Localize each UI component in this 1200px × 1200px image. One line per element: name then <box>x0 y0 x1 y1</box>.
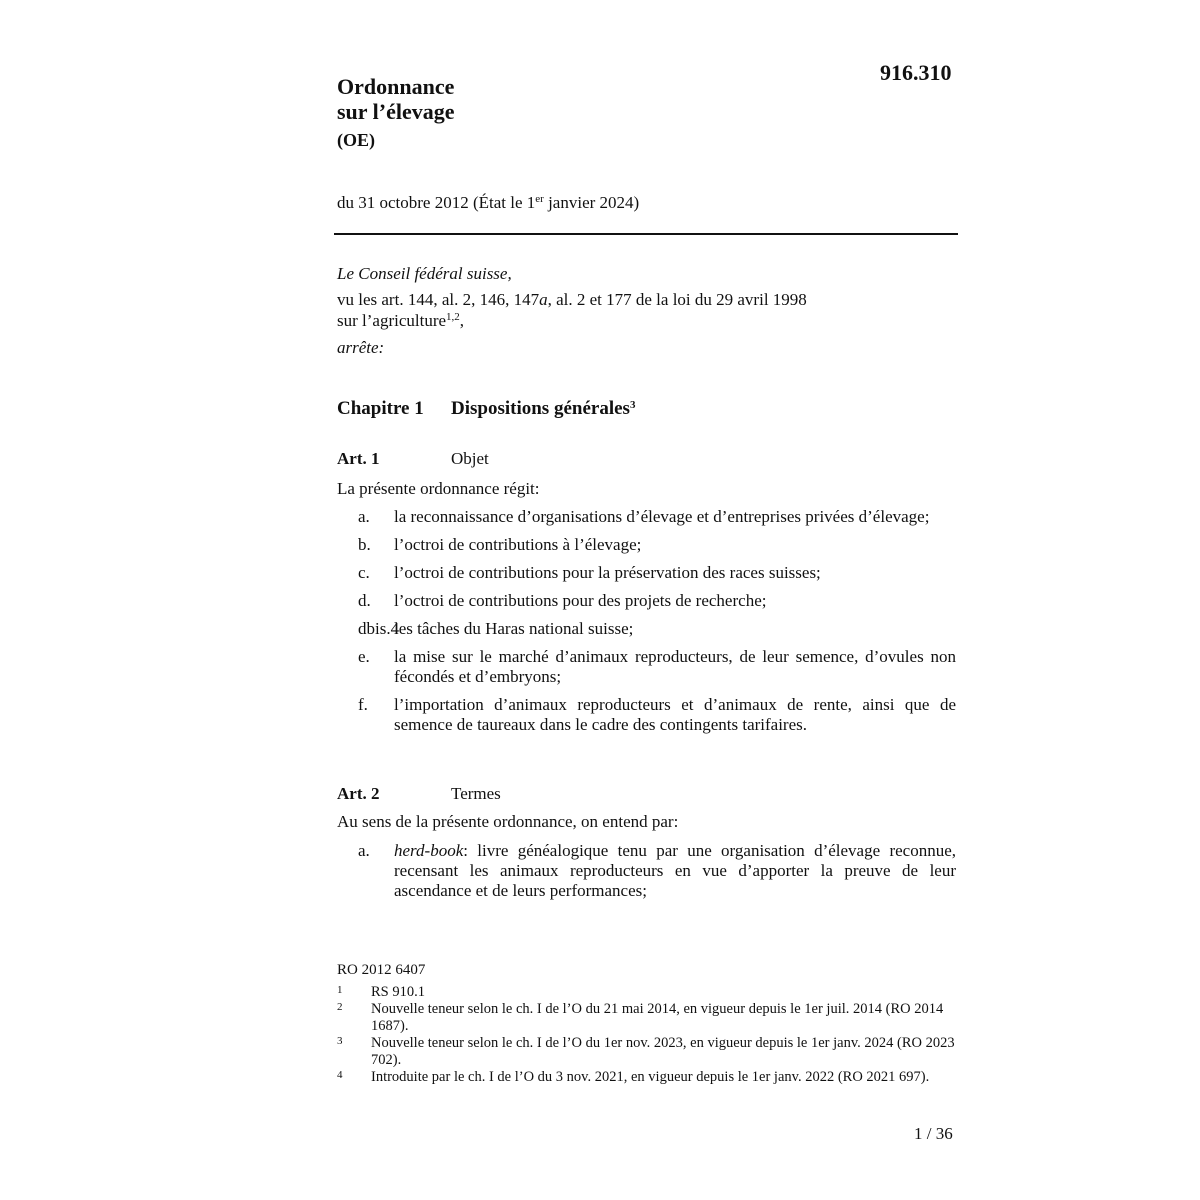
item-text: l’importation d’animaux reproducteurs et d’animaux de rente, ainsi que de semence de taureaux dans le cadre des contingents tarifaires. <box>394 695 956 734</box>
item-definition: : livre généalogique tenu par une organisation d’élevage reconnue, recensant les animaux reproducteurs en vue d’apporter la preuve de leur ascendance et de leurs performances; <box>394 841 956 900</box>
preamble-basis-line-2: sur l’agriculture$^{1,2}$, <box>337 311 465 330</box>
footnote <box>337 984 957 1001</box>
title-line-1: Ordonnance <box>337 74 455 99</box>
footnotes <box>337 984 957 1086</box>
article-title: Termes <box>451 784 501 803</box>
item-label: d. <box>358 591 371 610</box>
article-2-list <box>358 841 956 909</box>
list-item <box>358 619 956 639</box>
item-label: a. <box>358 507 370 526</box>
basis-italic: a <box>539 290 548 309</box>
item-text: l’octroi de contributions à l’élevage; <box>394 535 642 554</box>
footnote-ref: 1,2 <box>446 311 460 323</box>
preamble-decree: arrête: <box>337 338 385 357</box>
list-item <box>358 647 956 687</box>
title-abbreviation: (OE) <box>337 130 375 150</box>
item-label: f. <box>358 695 368 714</box>
article-1-intro: La présente ordonnance régit: <box>337 479 540 498</box>
item-text: la reconnaissance d’organisations d’élevage et d’entreprises privées d’élevage; <box>394 507 930 526</box>
footnote-ref: 3 <box>629 399 636 411</box>
article-number: Art. 2 <box>337 784 380 803</box>
list-item <box>358 591 956 611</box>
basis-text: vu les art. 144, al. 2, 146, 147 <box>337 290 540 309</box>
item-label: a. <box>358 841 370 860</box>
page-number: 1 / 36 <box>914 1124 953 1143</box>
item-text: les tâches du Haras national suisse; <box>394 619 634 638</box>
list-item <box>358 535 956 555</box>
footnote <box>337 1069 957 1086</box>
date-text: du 31 octobre 2012 (État le 1 <box>337 193 536 212</box>
item-term: herd-book <box>394 841 464 860</box>
item-text <box>394 841 956 901</box>
item-text: la mise sur le marché d’animaux reproducteurs, de leur semence, d’ovules non fécondés et d’embryons; <box>394 647 956 686</box>
footnote-number: 1 <box>337 984 343 996</box>
article-1-heading <box>337 449 489 469</box>
footnote-number: 4 <box>337 1069 343 1081</box>
official-compilation-ref: RO 2012 6407 <box>337 962 426 978</box>
document-title <box>337 74 455 124</box>
footnote-text: Introduite par le ch. I de l’O du 3 nov. 2021, en vigueur depuis le 1er janv. 2022 (RO 2021 697). <box>371 1069 930 1085</box>
preamble-authority: Le Conseil fédéral suisse, <box>337 264 512 283</box>
title-line-2: sur l’élevage <box>337 99 455 124</box>
list-item <box>358 841 956 901</box>
basis-law: sur l’agriculture <box>337 311 447 330</box>
preamble-basis-line-1 <box>337 290 807 310</box>
document-date <box>337 193 639 213</box>
item-label: b. <box>358 535 371 554</box>
article-number: Art. 1 <box>337 449 380 468</box>
list-item <box>358 507 956 527</box>
item-label: dbis.4 <box>358 619 400 638</box>
item-label: e. <box>358 647 370 666</box>
chapter-number: Chapitre 1 <box>337 398 424 419</box>
date-text-end: janvier 2024) <box>543 193 640 212</box>
list-item <box>358 563 956 583</box>
item-label: c. <box>358 563 370 582</box>
article-2-heading <box>337 784 501 804</box>
header-divider <box>334 233 958 235</box>
footnote-text: Nouvelle teneur selon le ch. I de l’O du 1er nov. 2023, en vigueur depuis le 1er janv. 2024 (RO 2023 702). <box>371 1035 955 1068</box>
basis-text-end: , al. 2 et 177 de la loi du 29 avril 1998 <box>547 290 807 309</box>
chapter-heading <box>337 398 635 420</box>
chapter-title: Dispositions générales <box>451 398 630 419</box>
article-title: Objet <box>451 449 489 468</box>
list-item <box>358 695 956 735</box>
footnote <box>337 1035 957 1069</box>
footnote-number: 2 <box>337 1001 343 1013</box>
article-1-list <box>358 507 956 743</box>
date-sup: er <box>535 193 544 205</box>
footnote <box>337 1001 957 1035</box>
footnote-number: 3 <box>337 1035 343 1047</box>
item-text: l’octroi de contributions pour des projets de recherche; <box>394 591 767 610</box>
article-2-intro: Au sens de la présente ordonnance, on entend par: <box>337 812 679 831</box>
footnote-text: RS 910.1 <box>371 984 425 1000</box>
rs-number: 916.310 <box>880 60 952 85</box>
footnote-text: Nouvelle teneur selon le ch. I de l’O du 21 mai 2014, en vigueur depuis le 1er juil. 2014 (RO 2014 1687). <box>371 1001 944 1034</box>
item-text: l’octroi de contributions pour la préservation des races suisses; <box>394 563 821 582</box>
